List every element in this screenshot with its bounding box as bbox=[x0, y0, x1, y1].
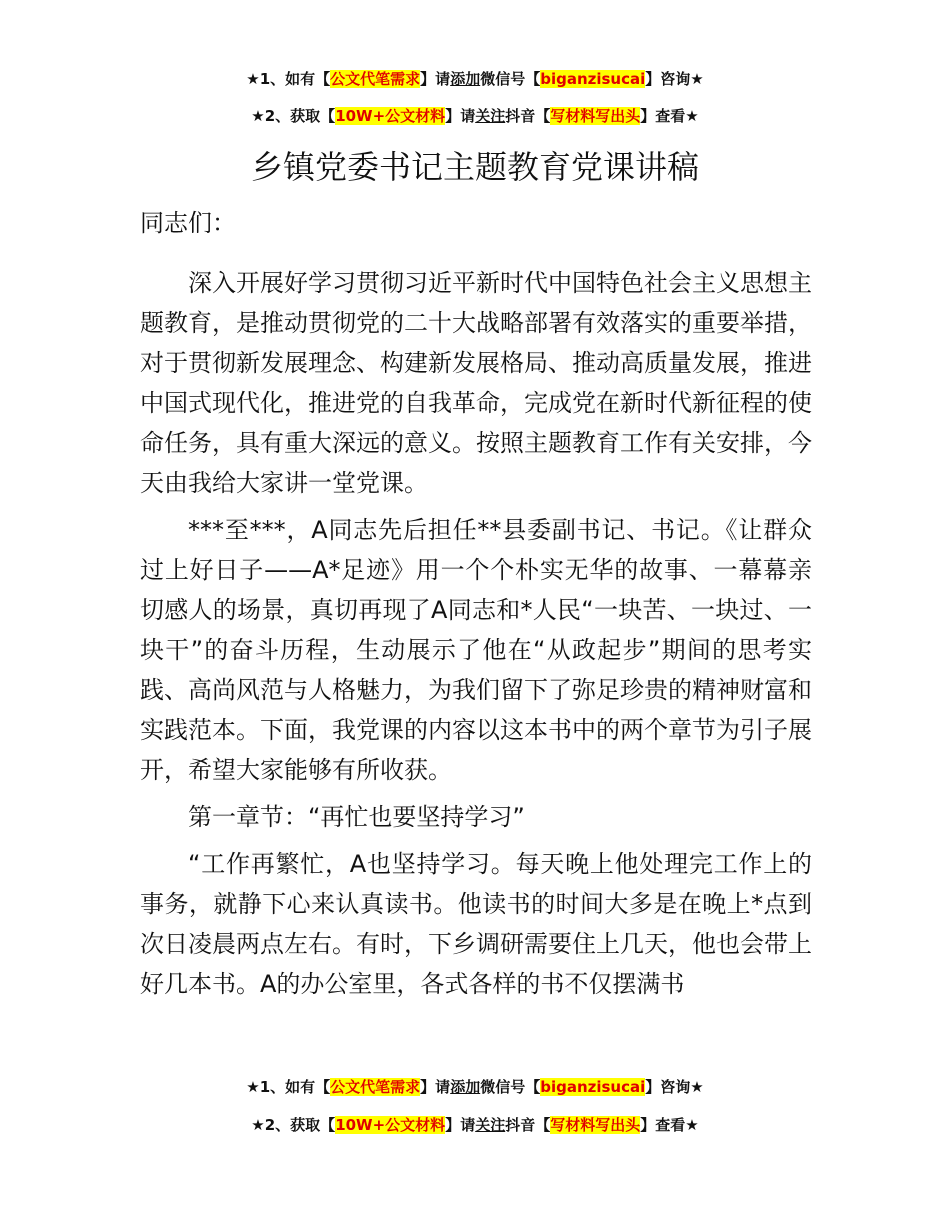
document-title: 乡镇党委书记主题教育党课讲稿 bbox=[250, 148, 699, 186]
paragraph: ***至***，A同志先后担任**县委副书记、书记。《让群众过上好日子——A*足迹》用一个个朴实无华的故事、一幕幕亲切感人的场景，真切再现了A同志和*人民“一块苦、一块过、一块干”的奋斗历程，生动展示了他在“从政起步”期间的思考实践、高尚风范与人格魅力，为我们留下了弥足珍贵的精神财富和实践范本。下面，我党课的内容以这本书中的两个章节为引子展开，希望大家能够有所收获。 bbox=[140, 516, 812, 784]
header-banner-line-2 bbox=[0, 105, 950, 127]
banner-highlight: 写材料写出头 bbox=[550, 1116, 641, 1134]
footer-banner-line-1 bbox=[0, 1076, 950, 1098]
banner-text: ★1、如有【 bbox=[246, 1078, 331, 1096]
banner-underlined: 添加 bbox=[450, 1078, 481, 1096]
banner-text: 】咨询★ bbox=[645, 1078, 704, 1096]
banner-text: ★1、如有【 bbox=[246, 70, 331, 88]
banner-text: ★2、获取【 bbox=[251, 107, 336, 125]
banner-text: 抖音【 bbox=[505, 107, 551, 125]
banner-text: 】请 bbox=[420, 70, 451, 88]
document-body bbox=[140, 203, 812, 1011]
banner-highlight: 10W+公文材料 bbox=[335, 1116, 446, 1134]
paragraph: 深入开展好学习贯彻习近平新时代中国特色社会主义思想主题教育，是推动贯彻党的二十大战略部署有效落实的重要举措，对于贯彻新发展理念、构建新发展格局、推动高质量发展，推进中国式现代化，推进党的自我革命，完成党在新时代新征程的使命任务，具有重大深远的意义。按照主题教育工作有关安排，今天由我给大家讲一堂党课。 bbox=[140, 269, 812, 497]
banner-underlined: 添加 bbox=[450, 70, 481, 88]
banner-highlight: 10W+公文材料 bbox=[335, 107, 446, 125]
header-banner-line-1 bbox=[0, 68, 950, 90]
section-heading: 第一章节：“再忙也要坚持学习” bbox=[188, 803, 525, 831]
banner-highlight: 公文代笔需求 bbox=[330, 1078, 421, 1096]
banner-highlight: biganzisucai bbox=[540, 1078, 646, 1096]
banner-highlight: 写材料写出头 bbox=[550, 107, 641, 125]
paragraph: “工作再繁忙，A也坚持学习。每天晚上他处理完工作上的事务，就静下心来认真读书。他读书的时间大多是在晚上*点到次日凌晨两点左右。有时，下乡调研需要住上几天，他也会带上好几本书。A的办公室里，各式各样的书不仅摆满书 bbox=[140, 850, 812, 998]
footer-banner-line-2 bbox=[0, 1114, 950, 1136]
banner-text: 】请 bbox=[420, 1078, 451, 1096]
banner-text: 抖音【 bbox=[505, 1116, 551, 1134]
banner-text: 】请 bbox=[445, 107, 476, 125]
banner-text: 】查看★ bbox=[640, 1116, 699, 1134]
banner-text: 】请 bbox=[445, 1116, 476, 1134]
banner-text: 微信号【 bbox=[480, 70, 541, 88]
banner-underlined: 关注 bbox=[475, 1116, 506, 1134]
banner-text: ★2、获取【 bbox=[251, 1116, 336, 1134]
banner-highlight: biganzisucai bbox=[540, 70, 646, 88]
salutation: 同志们： bbox=[140, 209, 236, 237]
banner-underlined: 关注 bbox=[475, 107, 506, 125]
banner-text: 】查看★ bbox=[640, 107, 699, 125]
banner-text: 微信号【 bbox=[480, 1078, 541, 1096]
banner-highlight: 公文代笔需求 bbox=[330, 70, 421, 88]
banner-text: 】咨询★ bbox=[645, 70, 704, 88]
